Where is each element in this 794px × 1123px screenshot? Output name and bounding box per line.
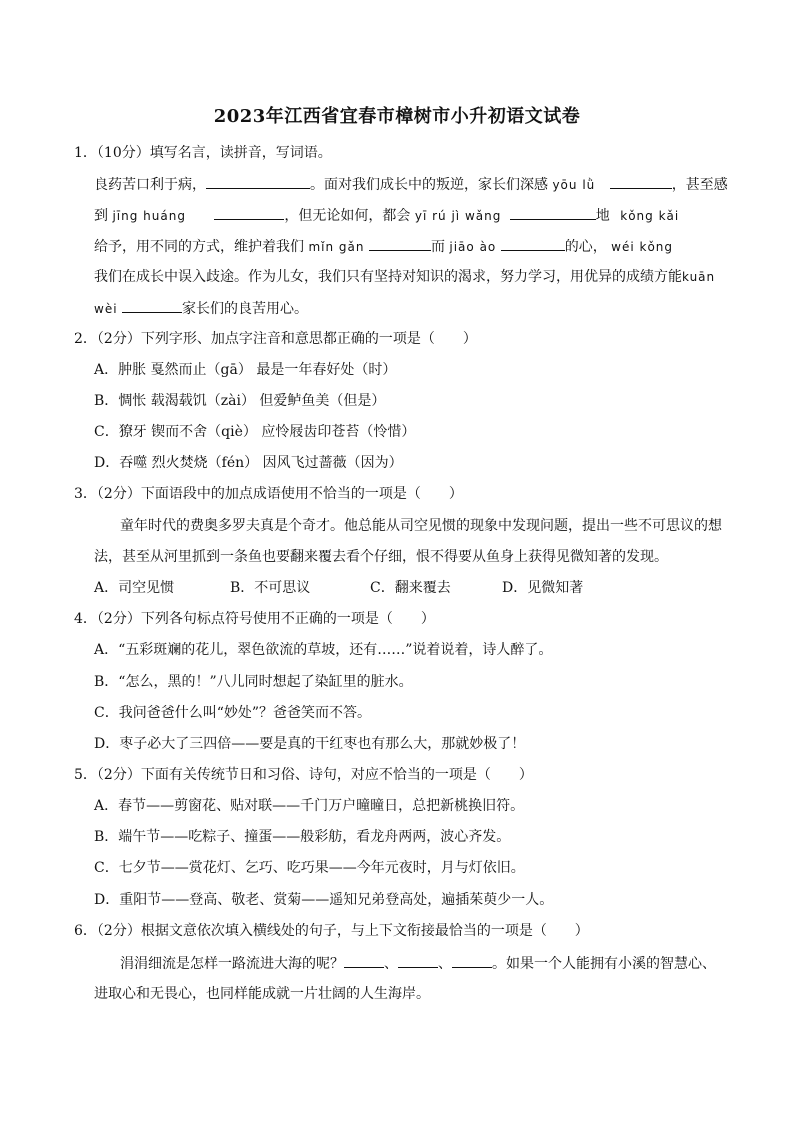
pinyin: jiāo ào bbox=[449, 240, 497, 254]
question-4-option-d[interactable]: D．枣子必大了三四倍——要是真的干红枣也有那么大，那就妙极了！ bbox=[94, 736, 526, 752]
question-4-option-b[interactable]: B．“怎么，黑的！”八儿同时想起了染缸里的脏水。 bbox=[94, 674, 413, 690]
question-3-option-b[interactable]: B．不可思议 bbox=[230, 580, 311, 596]
question-1-line-2 bbox=[94, 205, 720, 226]
q6-text: 。如果一个人能拥有小溪的智慧心、 bbox=[492, 956, 716, 972]
pinyin: yōu lǜ bbox=[552, 178, 596, 192]
answer-blank[interactable] bbox=[122, 298, 182, 313]
answer-blank[interactable] bbox=[510, 205, 596, 220]
question-2-option-b[interactable]: B．惆怅 载渴载饥（zài） 但爱鲈鱼美（但是） bbox=[94, 393, 386, 409]
pinyin: kuān bbox=[682, 270, 716, 284]
question-4-stem: 4．（2分）下列各句标点符号使用不正确的一项是（ ） bbox=[74, 611, 435, 627]
q1-text: ，但无论如何，都会 bbox=[284, 208, 411, 224]
question-2-option-c[interactable]: C．獠牙 锲而不舍（qiè） 应怜屐齿印苍苔（怜惜） bbox=[94, 424, 416, 440]
q1-text: 到 bbox=[94, 208, 108, 224]
question-1-line-3 bbox=[94, 236, 673, 257]
question-5-option-a[interactable]: A．春节——剪窗花、贴对联——千门万户曈曈日，总把新桃换旧符。 bbox=[94, 798, 525, 814]
question-4-option-a[interactable]: A．“五彩斑斓的花儿，翠色欲流的草坡，还有……”说着说着，诗人醉了。 bbox=[94, 642, 553, 658]
answer-blank[interactable] bbox=[452, 953, 492, 968]
pinyin: jīng huáng bbox=[112, 209, 186, 223]
answer-blank[interactable] bbox=[369, 236, 431, 251]
q6-text: 涓涓细流是怎样一路流进大海的呢？ bbox=[120, 956, 344, 972]
question-1-line-5 bbox=[94, 298, 308, 319]
question-5-option-b[interactable]: B．端午节——吃粽子、撞蛋——般彩舫，看龙舟两两，波心齐发。 bbox=[94, 829, 511, 845]
question-6-passage-line-2: 进取心和无畏心，也同样能成就一片壮阔的人生海岸。 bbox=[94, 986, 430, 1002]
question-5-option-d[interactable]: D．重阳节——登高、敬老、赏菊——遥知兄弟登高处，遍插茱萸少一人。 bbox=[94, 892, 554, 908]
pinyin: mǐn gǎn bbox=[308, 240, 365, 254]
question-3-options bbox=[94, 578, 583, 598]
question-6-stem: 6．（2分）根据文意依次填入横线处的句子，与上下文衔接最恰当的一项是（ ） bbox=[74, 923, 589, 939]
q1-text: ，甚至感 bbox=[671, 177, 728, 193]
q1-text: 地 bbox=[595, 208, 610, 224]
q1-text: 而 bbox=[430, 239, 445, 255]
question-3-option-a[interactable]: A．司空见惯 bbox=[94, 580, 175, 596]
question-3-stem: 3．（2分）下面语段中的加点成语使用不恰当的一项是（ ） bbox=[74, 486, 463, 502]
pinyin: yī rú jì wǎng bbox=[414, 209, 502, 223]
answer-blank[interactable] bbox=[398, 953, 438, 968]
question-1-line-1 bbox=[94, 174, 728, 195]
answer-blank[interactable] bbox=[206, 174, 310, 189]
question-4-option-c[interactable]: C．我问爸爸什么叫“妙处”？爸爸笑而不答。 bbox=[94, 705, 372, 721]
answer-blank[interactable] bbox=[214, 205, 284, 220]
question-3-option-d[interactable]: D．见微知著 bbox=[502, 580, 584, 596]
q6-separator: 、 bbox=[438, 956, 452, 972]
q1-text: 良药苦口利于病， bbox=[94, 177, 206, 193]
q1-text: 家长们的良苦用心。 bbox=[181, 301, 308, 317]
pinyin: wèi bbox=[94, 302, 118, 316]
question-3-option-c[interactable]: C．翻来覆去 bbox=[370, 580, 451, 596]
question-5-option-c[interactable]: C．七夕节——赏花灯、乞巧、吃巧果——今年元夜时，月与灯依旧。 bbox=[94, 860, 525, 876]
answer-blank[interactable] bbox=[501, 236, 565, 251]
q1-text: 。面对我们成长中的叛逆，家长们深感 bbox=[310, 177, 548, 193]
question-2-option-d[interactable]: D．吞噬 烈火焚烧（fén） 因风飞过蔷薇（因为） bbox=[94, 455, 403, 471]
q1-text: 给予，用不同的方式，维护着我们 bbox=[94, 239, 304, 255]
pinyin: wéi kǒng bbox=[611, 240, 674, 254]
answer-blank[interactable] bbox=[610, 174, 672, 189]
answer-blank[interactable] bbox=[344, 953, 384, 968]
q1-text: 的心， bbox=[564, 239, 607, 255]
question-2-stem: 2．（2分）下列字形、加点字注音和意思都正确的一项是（ ） bbox=[74, 331, 477, 347]
q1-text: 我们在成长中误入歧途。作为儿女，我们只有坚持对知识的渴求，努力学习，用优异的成绩方能 bbox=[94, 269, 682, 285]
question-5-stem: 5．（2分）下面有关传统节日和习俗、诗句，对应不恰当的一项是（ ） bbox=[74, 767, 533, 783]
question-3-passage-line-1: 童年时代的费奥多罗夫真是个奇才。他总能从司空见惯的现象中发现问题，提出一些不可思议的想 bbox=[120, 518, 722, 534]
pinyin: kǒng kǎi bbox=[620, 209, 680, 223]
question-3-passage-line-2: 法，甚至从河里抓到一条鱼也要翻来覆去看个仔细，恨不得要从鱼身上获得见微知著的发现。 bbox=[94, 549, 668, 565]
question-6-passage-line-1 bbox=[120, 953, 716, 974]
question-1-line-4 bbox=[94, 267, 715, 287]
question-1-stem: 1．（10分）填写名言，读拼音，写词语。 bbox=[74, 145, 332, 161]
q6-separator: 、 bbox=[384, 956, 398, 972]
question-2-option-a[interactable]: A．肿胀 戛然而止（gā） 最是一年春好处（时） bbox=[94, 362, 397, 378]
exam-title: 2023年江西省宜春市樟树市小升初语文试卷 bbox=[213, 106, 581, 127]
